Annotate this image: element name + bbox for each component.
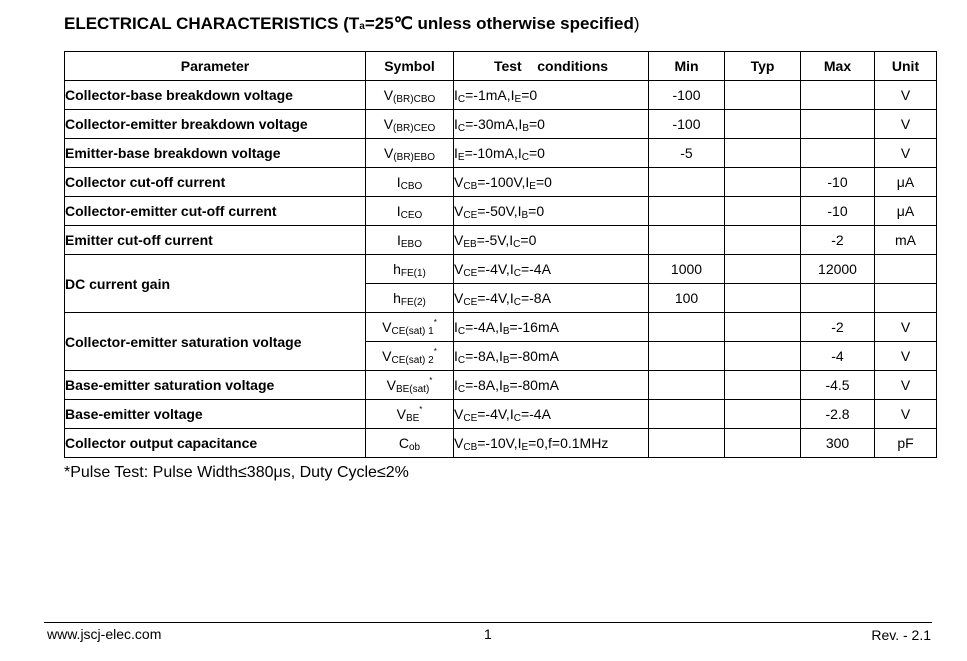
table-row — [65, 313, 937, 342]
min-value — [649, 168, 725, 197]
condition-subscript: C — [457, 355, 466, 366]
condition-text: I — [454, 145, 458, 161]
test-condition-cell — [454, 226, 649, 255]
test-condition-cell — [454, 284, 649, 313]
min-value — [649, 226, 725, 255]
symbol-subscript: CE(sat) 2 — [391, 355, 434, 366]
max-value — [801, 110, 875, 139]
unit-value: V — [875, 81, 937, 110]
condition-subscript: C — [457, 384, 466, 395]
test-condition-cell — [454, 400, 649, 429]
symbol-subscript: (BR)CEO — [393, 123, 436, 134]
title-subscript: a — [359, 21, 365, 32]
symbol-main: V — [396, 406, 406, 422]
parameter-cell: DC current gain — [65, 255, 366, 313]
table-row — [65, 371, 937, 400]
max-value — [801, 139, 875, 168]
min-value — [649, 400, 725, 429]
footer-divider — [44, 622, 932, 623]
condition-text: =-4V,I — [477, 261, 514, 277]
table-row — [65, 400, 937, 429]
condition-text: =-8A,I — [465, 377, 503, 393]
unit-value: pF — [875, 429, 937, 458]
condition-text: V — [454, 232, 464, 248]
max-value: -2 — [801, 226, 875, 255]
symbol-cell — [366, 371, 454, 400]
condition-subscript: C — [457, 94, 466, 105]
parameter-cell: Base-emitter saturation voltage — [65, 371, 366, 400]
condition-subscript: B — [502, 355, 510, 366]
max-value: -10 — [801, 197, 875, 226]
max-value — [801, 81, 875, 110]
condition-text: =-16mA — [509, 319, 559, 335]
condition-subscript: CE — [463, 297, 478, 308]
condition-subscript: CB — [463, 442, 478, 453]
condition-subscript: C — [513, 413, 521, 424]
condition-text: =-30mA,I — [465, 116, 523, 132]
symbol-subscript: CEO — [400, 210, 423, 221]
unit-value: V — [875, 110, 937, 139]
min-value — [649, 197, 725, 226]
condition-subscript: C — [457, 123, 466, 134]
parameter-cell: Collector-emitter saturation voltage — [65, 313, 366, 371]
table-row — [65, 168, 937, 197]
symbol-cell — [366, 81, 454, 110]
condition-text: =0 — [521, 87, 538, 103]
condition-text: V — [454, 406, 464, 422]
typ-value — [725, 255, 801, 284]
condition-text: =0 — [520, 232, 537, 248]
min-value — [649, 371, 725, 400]
max-value: -2 — [801, 313, 875, 342]
symbol-main: I — [396, 174, 401, 190]
condition-subscript: CE — [463, 268, 478, 279]
condition-subscript: C — [521, 152, 529, 163]
unit-value: μA — [875, 168, 937, 197]
symbol-subscript: FE(2) — [400, 297, 426, 308]
condition-subscript: B — [521, 210, 529, 221]
symbol-cell — [366, 429, 454, 458]
condition-subscript: CB — [463, 181, 478, 192]
parameter-cell: Collector-emitter breakdown voltage — [65, 110, 366, 139]
symbol-cell — [366, 255, 454, 284]
test-condition-cell — [454, 110, 649, 139]
symbol-cell — [366, 168, 454, 197]
header-symbol: Symbol — [366, 52, 454, 81]
condition-text: V — [454, 290, 464, 306]
symbol-subscript: EBO — [400, 239, 422, 250]
symbol-main: h — [393, 261, 401, 277]
condition-text: I — [454, 348, 458, 364]
condition-text: =-80mA — [509, 377, 559, 393]
table-row — [65, 81, 937, 110]
test-condition-cell — [454, 81, 649, 110]
symbol-cell — [366, 400, 454, 429]
min-value: -5 — [649, 139, 725, 168]
symbol-subscript: (BR)CBO — [393, 94, 436, 105]
parameter-cell: Collector-base breakdown voltage — [65, 81, 366, 110]
symbol-main: I — [396, 232, 401, 248]
symbol-cell — [366, 139, 454, 168]
unit-value: mA — [875, 226, 937, 255]
symbol-subscript: FE(1) — [400, 268, 426, 279]
unit-value: V — [875, 342, 937, 371]
min-value — [649, 429, 725, 458]
condition-subscript: CE — [463, 210, 478, 221]
pulse-test-mark: * — [429, 376, 433, 385]
title-suffix: =25℃ unless otherwise specified — [364, 14, 634, 33]
symbol-cell — [366, 342, 454, 371]
min-value — [649, 313, 725, 342]
table-row — [65, 139, 937, 168]
title-prefix: ELECTRICAL CHARACTERISTICS (T — [64, 14, 360, 33]
test-condition-cell — [454, 342, 649, 371]
condition-text: V — [454, 261, 464, 277]
table-row — [65, 429, 937, 458]
symbol-cell — [366, 226, 454, 255]
condition-text: =0 — [529, 116, 545, 132]
test-condition-cell — [454, 197, 649, 226]
header-unit: Unit — [875, 52, 937, 81]
unit-value — [875, 284, 937, 313]
symbol-main: V — [383, 116, 394, 132]
header-min: Min — [649, 52, 725, 81]
condition-subscript: C — [513, 268, 521, 279]
symbol-cell — [366, 284, 454, 313]
symbol-main: V — [383, 87, 394, 103]
condition-text: =-8A,I — [465, 348, 503, 364]
header-max: Max — [801, 52, 875, 81]
unit-value: V — [875, 371, 937, 400]
condition-text: =-5V,I — [476, 232, 514, 248]
max-value — [801, 284, 875, 313]
condition-text: =0,f=0.1MHz — [528, 435, 609, 451]
symbol-main: V — [383, 145, 394, 161]
condition-text: =0 — [529, 145, 545, 161]
condition-text: I — [454, 377, 458, 393]
condition-subscript: C — [513, 239, 521, 250]
condition-subscript: C — [457, 326, 466, 337]
condition-text: =0 — [535, 174, 552, 190]
min-value: -100 — [649, 110, 725, 139]
max-value: 300 — [801, 429, 875, 458]
parameter-cell: Collector-emitter cut-off current — [65, 197, 366, 226]
section-title — [64, 14, 640, 34]
parameter-cell: Collector cut-off current — [65, 168, 366, 197]
symbol-subscript: BE(sat) — [395, 384, 430, 395]
parameter-cell: Collector output capacitance — [65, 429, 366, 458]
unit-value: μA — [875, 197, 937, 226]
condition-subscript: B — [502, 326, 510, 337]
symbol-cell — [366, 313, 454, 342]
typ-value — [725, 400, 801, 429]
typ-value — [725, 226, 801, 255]
test-condition-cell — [454, 255, 649, 284]
condition-text: =-4V,I — [477, 290, 514, 306]
condition-subscript: EB — [463, 239, 477, 250]
max-value: -10 — [801, 168, 875, 197]
test-condition-cell — [454, 139, 649, 168]
min-value: 1000 — [649, 255, 725, 284]
condition-text: =-4V,I — [477, 406, 514, 422]
parameter-cell: Emitter-base breakdown voltage — [65, 139, 366, 168]
symbol-main: V — [382, 319, 392, 335]
condition-text: =-8A — [520, 290, 551, 306]
symbol-subscript: ob — [409, 442, 421, 453]
max-value: -4.5 — [801, 371, 875, 400]
condition-text: I — [454, 319, 458, 335]
condition-subscript: E — [521, 442, 529, 453]
condition-text: =-1mA,I — [465, 87, 515, 103]
header-parameter: Parameter — [65, 52, 366, 81]
typ-value — [725, 284, 801, 313]
symbol-main: C — [398, 435, 409, 451]
condition-subscript: B — [502, 384, 510, 395]
typ-value — [725, 313, 801, 342]
typ-value — [725, 197, 801, 226]
max-value: 12000 — [801, 255, 875, 284]
typ-value — [725, 371, 801, 400]
pulse-test-mark: * — [433, 347, 437, 356]
symbol-main: I — [396, 203, 401, 219]
symbol-main: V — [386, 377, 396, 393]
condition-text: =-10V,I — [477, 435, 522, 451]
condition-text: V — [454, 174, 464, 190]
test-condition-cell — [454, 168, 649, 197]
table-body — [65, 81, 937, 458]
typ-value — [725, 110, 801, 139]
symbol-subscript: BE — [405, 413, 420, 424]
parameter-cell: Emitter cut-off current — [65, 226, 366, 255]
footer-page-number: 1 — [484, 626, 492, 642]
unit-value — [875, 255, 937, 284]
typ-value — [725, 342, 801, 371]
min-value: 100 — [649, 284, 725, 313]
header-typ: Typ — [725, 52, 801, 81]
symbol-main: V — [382, 348, 392, 364]
condition-text: =-10mA,I — [464, 145, 522, 161]
typ-value — [725, 429, 801, 458]
condition-text: V — [454, 203, 464, 219]
symbol-subscript: CBO — [400, 181, 423, 192]
max-value: -2.8 — [801, 400, 875, 429]
table-row — [65, 197, 937, 226]
condition-subscript: C — [513, 297, 521, 308]
typ-value — [725, 81, 801, 110]
condition-text: =-4A,I — [465, 319, 503, 335]
pulse-test-mark: * — [433, 318, 437, 327]
pulse-test-note: *Pulse Test: Pulse Width≤380μs, Duty Cycle≤2% — [64, 464, 409, 481]
condition-subscript: E — [514, 94, 522, 105]
condition-text: =-100V,I — [477, 174, 530, 190]
header-test-conditions: Test conditions — [454, 52, 649, 81]
unit-value: V — [875, 139, 937, 168]
table-row — [65, 110, 937, 139]
typ-value — [725, 139, 801, 168]
table-row — [65, 226, 937, 255]
condition-text: I — [454, 116, 458, 132]
symbol-subscript: (BR)EBO — [393, 152, 435, 163]
footer-revision: Rev. - 2.1 — [871, 627, 931, 643]
symbol-main: h — [393, 290, 401, 306]
condition-subscript: E — [457, 152, 465, 163]
electrical-characteristics-table — [64, 51, 937, 458]
test-condition-cell — [454, 371, 649, 400]
symbol-subscript: CE(sat) 1 — [391, 326, 434, 337]
condition-text: I — [454, 87, 458, 103]
parameter-cell: Base-emitter voltage — [65, 400, 366, 429]
unit-value: V — [875, 313, 937, 342]
min-value: -100 — [649, 81, 725, 110]
table-row — [65, 255, 937, 284]
symbol-cell — [366, 197, 454, 226]
pulse-test-mark: * — [419, 405, 423, 414]
typ-value — [725, 168, 801, 197]
condition-text: =-4A — [520, 406, 551, 422]
test-condition-cell — [454, 313, 649, 342]
min-value — [649, 342, 725, 371]
condition-subscript: E — [529, 181, 536, 192]
footer-website: www.jscj-elec.com — [47, 626, 162, 642]
table-header-row — [65, 52, 937, 81]
unit-value: V — [875, 400, 937, 429]
test-condition-cell — [454, 429, 649, 458]
condition-text: =0 — [528, 203, 545, 219]
condition-text: =-50V,I — [477, 203, 522, 219]
condition-text: =-4A — [520, 261, 551, 277]
condition-subscript: B — [522, 123, 529, 134]
symbol-cell — [366, 110, 454, 139]
condition-subscript: CE — [463, 413, 478, 424]
max-value: -4 — [801, 342, 875, 371]
condition-text: =-80mA — [509, 348, 559, 364]
title-close: ) — [633, 14, 640, 33]
condition-text: V — [454, 435, 464, 451]
